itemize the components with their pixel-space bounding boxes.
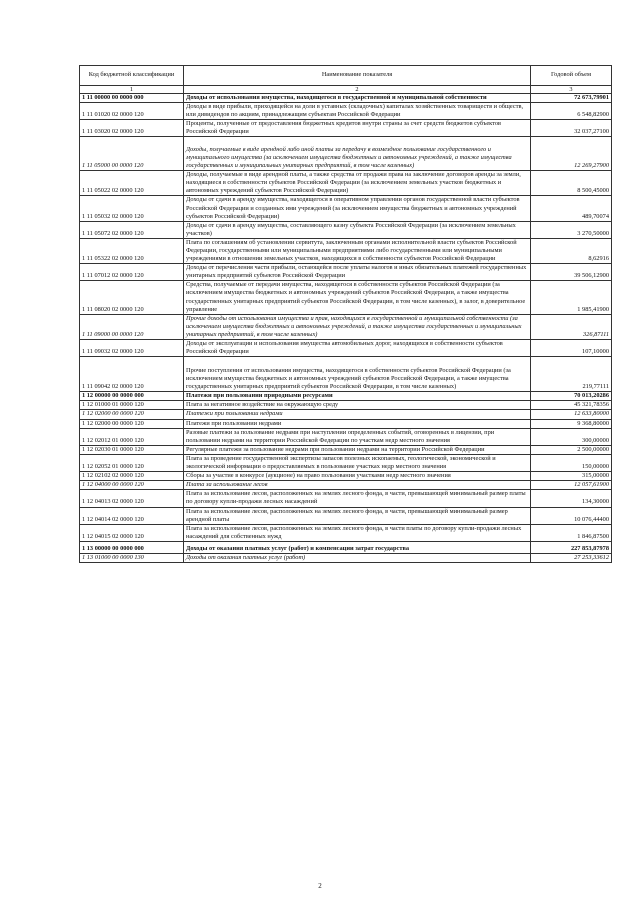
row-code: 1 11 09042 02 0000 120 <box>80 357 184 392</box>
table-row <box>80 553 612 562</box>
page-number: 2 <box>318 882 322 890</box>
row-name: Плата за негативное воздействие на окружающую среду <box>184 401 531 410</box>
row-value: 39 506,12900 <box>531 264 612 281</box>
row-name: Проценты, полученные от предоставления бюджетных кредитов внутри страны за счет средств бюджетов субъектов Российской Федерации <box>184 120 531 137</box>
row-name: Доходы от эксплуатации и использования имущества автомобильных дорог, находящихся в собственности субъектов Российской Федерации <box>184 340 531 357</box>
row-code: 1 11 09032 02 0000 120 <box>80 340 184 357</box>
row-value: 12 633,80000 <box>531 410 612 419</box>
row-name: Доходы от оказания платных услуг (работ) <box>184 553 531 562</box>
row-code: 1 11 05032 02 0000 120 <box>80 196 184 221</box>
table-body <box>80 94 612 563</box>
row-name: Платежи при пользовании недрами <box>184 419 531 428</box>
row-value: 326,87111 <box>531 314 612 339</box>
row-value: 9 368,80000 <box>531 419 612 428</box>
header-code: Код бюджетной классификации <box>80 66 184 86</box>
table-row <box>80 281 612 314</box>
table-row <box>80 419 612 428</box>
row-code: 1 12 01000 01 0000 120 <box>80 401 184 410</box>
row-value: 12 269,27900 <box>531 137 612 171</box>
row-code: 1 11 08020 02 0000 120 <box>80 281 184 314</box>
table-row <box>80 238 612 263</box>
row-code: 1 11 05022 02 0000 120 <box>80 171 184 196</box>
row-code: 1 11 00000 00 0000 000 <box>80 94 184 103</box>
row-value: 1 846,87500 <box>531 524 612 541</box>
row-value: 72 673,79901 <box>531 94 612 103</box>
row-name: Доходы от использования имущества, находящегося в государственной и муниципальной собственности <box>184 94 531 103</box>
row-value: 2 500,00000 <box>531 445 612 454</box>
row-code: 1 12 04013 02 0000 120 <box>80 490 184 507</box>
row-code: 1 12 04000 00 0000 120 <box>80 481 184 490</box>
row-value: 489,70074 <box>531 196 612 221</box>
revenue-table <box>79 65 612 563</box>
row-name: Платежи при пользовании природными ресурсами <box>184 392 531 401</box>
row-name: Плата за использование лесов, расположенных на землях лесного фонда, в части, превышающей минимальный размер платы по договору купли-продажи лесных насаждений <box>184 490 531 507</box>
row-value: 227 853,87978 <box>531 541 612 553</box>
table-row <box>80 103 612 120</box>
row-code: 1 11 05322 02 0000 120 <box>80 238 184 263</box>
column-number-1: 1 <box>80 86 184 94</box>
column-number-2: 2 <box>184 86 531 94</box>
table-row <box>80 490 612 507</box>
row-code: 1 12 02012 01 0000 120 <box>80 428 184 445</box>
row-name: Плата за проведение государственной экспертизы запасов полезных ископаемых, геологической, экономической и экологической информации о предоставляемых в пользование участках недр местного значения <box>184 454 531 471</box>
row-code: 1 11 01020 02 0000 120 <box>80 103 184 120</box>
row-value: 8 500,45000 <box>531 171 612 196</box>
row-code: 1 11 03020 02 0000 120 <box>80 120 184 137</box>
row-name: Плата за использование лесов, расположенных на землях лесного фонда, в части, превышающей минимальный размер арендной платы <box>184 507 531 524</box>
table-row <box>80 454 612 471</box>
table-row <box>80 541 612 553</box>
row-value: 45 321,78356 <box>531 401 612 410</box>
row-value: 12 057,61900 <box>531 481 612 490</box>
row-name: Доходы, получаемые в виде арендной либо иной платы за передачу в возмездное пользование государственного и муниципального имущества (за исключением имущества бюджетных и автономных учреждений, а также имущества государственных и муниципальных унитарных предприятий, в том числе казенных) <box>184 137 531 171</box>
table-row <box>80 196 612 221</box>
row-value: 10 076,44400 <box>531 507 612 524</box>
row-name: Доходы от оказания платных услуг (работ) и компенсации затрат государства <box>184 541 531 553</box>
row-code: 1 12 04014 02 0000 120 <box>80 507 184 524</box>
table-row <box>80 171 612 196</box>
row-code: 1 12 04015 02 0000 120 <box>80 524 184 541</box>
row-name: Доходы от перечисления части прибыли, остающейся после уплаты налогов и иных обязательных платежей государственных унитарных предприятий субъектов Российской Федерации <box>184 264 531 281</box>
table-row <box>80 392 612 401</box>
row-code: 1 11 05072 02 0000 120 <box>80 221 184 238</box>
column-number-row <box>80 86 612 94</box>
table-row <box>80 340 612 357</box>
row-code: 1 12 00000 00 0000 000 <box>80 392 184 401</box>
row-value: 315,00000 <box>531 472 612 481</box>
table-row <box>80 221 612 238</box>
table-row <box>80 445 612 454</box>
table-row <box>80 314 612 339</box>
row-name: Плата по соглашениям об установлении сервитута, заключенным органами исполнительной власти субъектов Российской Федерации, государственными или муниципальными предприятиями либо государственными или муниципальными учреждениями в отношении земельных участков, находящихся в собственности субъектов Российской Федерации <box>184 238 531 263</box>
row-name: Прочие доходы от использования имущества и прав, находящихся в государственной и муниципальной собственности (за исключением имущества бюджетных и автономных учреждений, а также имущества государственных и муниципальных унитарных предприятий, в том числе казенных) <box>184 314 531 339</box>
row-code: 1 12 02052 01 0000 120 <box>80 454 184 471</box>
row-value: 3 270,50000 <box>531 221 612 238</box>
table-row <box>80 472 612 481</box>
row-value: 219,77111 <box>531 357 612 392</box>
table-row <box>80 410 612 419</box>
table-row <box>80 120 612 137</box>
column-number-3: 3 <box>531 86 612 94</box>
row-value: 300,00000 <box>531 428 612 445</box>
row-name: Сборы за участие в конкурсе (аукционе) на право пользования участками недр местного значения <box>184 472 531 481</box>
row-code: 1 12 02000 00 0000 120 <box>80 419 184 428</box>
table-row <box>80 401 612 410</box>
row-value: 1 985,41900 <box>531 281 612 314</box>
row-value: 70 013,20286 <box>531 392 612 401</box>
table-row <box>80 428 612 445</box>
row-value: 107,10000 <box>531 340 612 357</box>
row-code: 1 13 00000 00 0000 000 <box>80 541 184 553</box>
row-name: Разовые платежи за пользование недрами при наступлении определенных событий, оговоренных в лицензии, при пользовании недрами на территории Российской Федерации по участкам недр местного значения <box>184 428 531 445</box>
table-row <box>80 264 612 281</box>
row-value: 134,30000 <box>531 490 612 507</box>
row-code: 1 11 09000 00 0000 120 <box>80 314 184 339</box>
row-name: Доходы от сдачи в аренду имущества, составляющего казну субъекта Российской Федерации (за исключением земельных участков) <box>184 221 531 238</box>
header-name: Наименование показателя <box>184 66 531 86</box>
row-name: Доходы в виде прибыли, приходящейся на доли в уставных (складочных) капиталах хозяйственных товариществ и обществ, или дивидендов по акциям, принадлежащим субъектам Российской Федерации <box>184 103 531 120</box>
row-code: 1 12 02000 00 0000 120 <box>80 410 184 419</box>
table-row <box>80 524 612 541</box>
row-code: 1 12 02102 02 0000 120 <box>80 472 184 481</box>
table-row <box>80 357 612 392</box>
row-value: 27 253,33612 <box>531 553 612 562</box>
row-name: Плата за использование лесов <box>184 481 531 490</box>
row-name: Средства, получаемые от передачи имущества, находящегося в собственности субъектов Российской Федерации (за исключением имущества бюджетных и автономных учреждений субъектов Российской Федерации, а также имущества государственных унитарных предприятий субъектов Российской Федерации, в том числе казенных), в залог, в доверительное управление <box>184 281 531 314</box>
row-value: 150,00000 <box>531 454 612 471</box>
row-name: Регулярные платежи за пользование недрами при пользовании недрами на территории Российской Федерации <box>184 445 531 454</box>
table-row <box>80 481 612 490</box>
row-value: 32 037,27100 <box>531 120 612 137</box>
row-name: Доходы от сдачи в аренду имущества, находящегося в оперативном управлении органов государственной власти субъектов Российской Федерации и созданных ими учреждений (за исключением имущества бюджетных и автономных учреждений субъектов Российской Федерации) <box>184 196 531 221</box>
header-value: Годовой объем <box>531 66 612 86</box>
row-name: Плата за использование лесов, расположенных на землях лесного фонда, в части платы по договору купли-продажи лесных насаждений для собственных нужд <box>184 524 531 541</box>
row-code: 1 12 02030 01 0000 120 <box>80 445 184 454</box>
row-name: Доходы, получаемые в виде арендной платы, а также средства от продажи права на заключение договоров аренды за земли, находящиеся в собственности субъектов Российской Федерации (за исключением земельных участков бюджетных и автономных учреждений субъектов Российской Федерации) <box>184 171 531 196</box>
row-value: 8,62916 <box>531 238 612 263</box>
row-code: 1 11 07012 02 0000 120 <box>80 264 184 281</box>
table-row <box>80 94 612 103</box>
table-row <box>80 137 612 171</box>
header-row <box>80 66 612 86</box>
row-name: Прочие поступления от использования имущества, находящегося в собственности субъектов Российской Федерации (за исключением имущества бюджетных и автономных учреждений субъектов Российской Федерации, а также имущества государственных унитарных предприятий субъектов Российской Федерации, в том числе казенных) <box>184 357 531 392</box>
row-name: Платежи при пользовании недрами <box>184 410 531 419</box>
row-value: 6 548,82900 <box>531 103 612 120</box>
table-row <box>80 507 612 524</box>
row-code: 1 11 05000 00 0000 120 <box>80 137 184 171</box>
row-code: 1 13 01000 00 0000 130 <box>80 553 184 562</box>
